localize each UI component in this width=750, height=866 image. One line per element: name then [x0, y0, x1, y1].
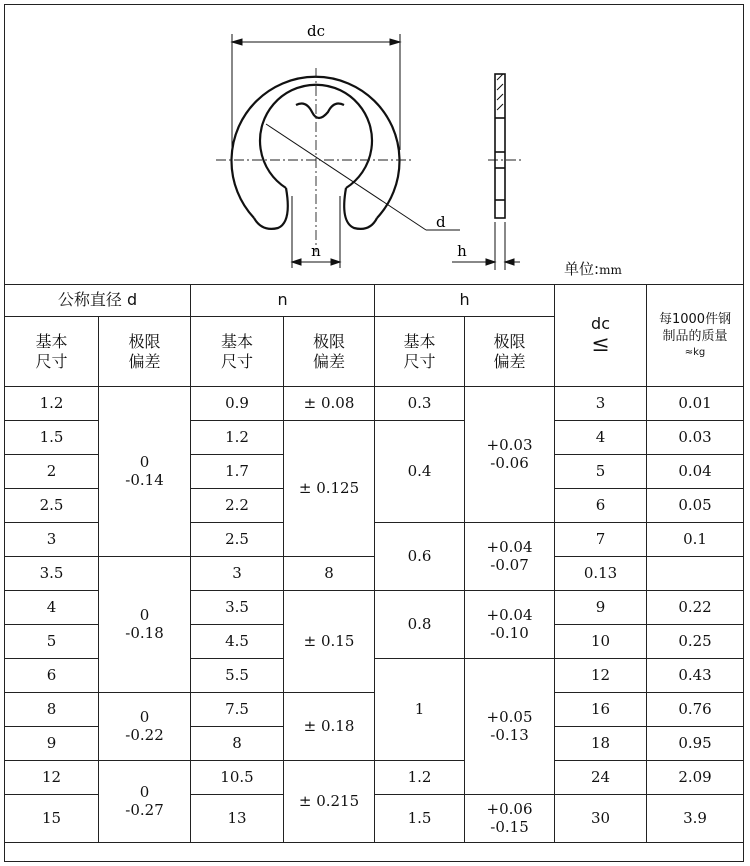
table-row	[5, 557, 744, 591]
n-tolerance-cell: ± 0.08	[284, 387, 375, 421]
h-basic-cell: 1	[375, 659, 465, 761]
h-basic-cell: 0.3	[375, 387, 465, 421]
d-basic-cell: 1.2	[5, 387, 99, 421]
n-basic-cell: 7.5	[191, 693, 284, 727]
n-tolerance-cell: ± 0.15	[284, 591, 375, 693]
dc-cell: 9	[555, 591, 647, 625]
h-basic-cell: 0.6	[375, 523, 465, 591]
d-dimension-label: d	[436, 213, 446, 231]
table-row	[5, 761, 744, 795]
mass-cell: 0.05	[647, 489, 744, 523]
mass-cell: 0.25	[647, 625, 744, 659]
d-basic-cell: 4	[5, 591, 99, 625]
mass-cell: 0.43	[647, 659, 744, 693]
table-row	[5, 693, 744, 727]
header-dc: dc ≤	[555, 285, 647, 387]
mass-cell: 0.95	[647, 727, 744, 761]
d-basic-cell: 8	[5, 693, 99, 727]
dc-cell: 6	[555, 489, 647, 523]
dc-cell: 4	[555, 421, 647, 455]
d-basic-cell: 3	[5, 523, 99, 557]
d-basic-cell: 9	[5, 727, 99, 761]
e-clip-drawing	[0, 0, 750, 290]
n-basic-cell: 1.2	[191, 421, 284, 455]
table-row	[5, 387, 744, 421]
header-nominal-diameter: 公称直径 d	[5, 285, 191, 317]
mass-cell: 0.03	[647, 421, 744, 455]
n-basic-cell: 13	[191, 795, 284, 843]
d-tolerance-cell: 0 -0.27	[99, 761, 191, 843]
header-d-tolerance: 极限 偏差	[99, 317, 191, 387]
header-mass: 每1000件钢 制品的质量 ≈kg	[647, 285, 744, 387]
n-dimension-label: n	[311, 242, 321, 260]
n-tolerance-cell: ± 0.18	[284, 693, 375, 761]
n-basic-cell: 3.5	[191, 591, 284, 625]
n-basic-cell: 4.5	[191, 625, 284, 659]
n-basic-cell: 3	[191, 557, 284, 591]
unit-label: 单位:mm	[564, 260, 622, 278]
header-n-tolerance: 极限 偏差	[284, 317, 375, 387]
h-tolerance-cell: +0.05 -0.13	[465, 659, 555, 795]
header-n-basic-size: 基本 尺寸	[191, 317, 284, 387]
mass-cell: 0.1	[647, 523, 744, 557]
d-basic-cell: 15	[5, 795, 99, 843]
mass-cell: 2.09	[647, 761, 744, 795]
mass-cell: 0.01	[647, 387, 744, 421]
n-basic-cell: 8	[191, 727, 284, 761]
d-tolerance-cell: 0 -0.14	[99, 387, 191, 557]
dc-cell: 16	[555, 693, 647, 727]
header-h: h	[375, 285, 555, 317]
h-basic-cell: 1.5	[375, 795, 465, 843]
n-basic-cell: 0.9	[191, 387, 284, 421]
header-h-basic-size: 基本 尺寸	[375, 317, 465, 387]
h-tolerance-cell: +0.03 -0.06	[465, 387, 555, 523]
h-tolerance-cell: +0.04 -0.10	[465, 591, 555, 659]
d-basic-cell: 6	[5, 659, 99, 693]
n-tolerance-cell: ± 0.215	[284, 761, 375, 843]
d-basic-cell: 1.5	[5, 421, 99, 455]
d-basic-cell: 5	[5, 625, 99, 659]
mass-cell: 0.13	[555, 557, 647, 591]
dc-cell: 10	[555, 625, 647, 659]
e-clip-spec-table	[4, 284, 744, 843]
e-clip-side-view	[495, 74, 505, 218]
dc-cell: 3	[555, 387, 647, 421]
n-basic-cell: 2.5	[191, 523, 284, 557]
h-basic-cell: 1.2	[375, 761, 465, 795]
dc-cell: 24	[555, 761, 647, 795]
e-clip-front-view	[232, 77, 400, 229]
dc-cell: 5	[555, 455, 647, 489]
dc-cell: 7	[555, 523, 647, 557]
d-basic-cell: 12	[5, 761, 99, 795]
n-tolerance-cell: ± 0.125	[284, 421, 375, 557]
h-basic-cell: 0.4	[375, 421, 465, 523]
header-d-basic-size: 基本 尺寸	[5, 317, 99, 387]
n-basic-cell: 5.5	[191, 659, 284, 693]
dc-cell: 8	[284, 557, 375, 591]
dc-dimension-label: dc	[306, 22, 326, 40]
dc-cell: 12	[555, 659, 647, 693]
dc-cell: 30	[555, 795, 647, 843]
d-tolerance-cell: 0 -0.22	[99, 693, 191, 761]
mass-cell: 3.9	[647, 795, 744, 843]
d-basic-cell: 2	[5, 455, 99, 489]
header-h-tolerance: 极限 偏差	[465, 317, 555, 387]
dc-cell: 18	[555, 727, 647, 761]
d-tolerance-cell: 0 -0.18	[99, 557, 191, 693]
h-dimension-label: h	[457, 242, 467, 260]
h-tolerance-cell: +0.06 -0.15	[465, 795, 555, 843]
n-basic-cell: 1.7	[191, 455, 284, 489]
n-basic-cell: 2.2	[191, 489, 284, 523]
d-basic-cell: 3.5	[5, 557, 99, 591]
mass-cell: 0.76	[647, 693, 744, 727]
mass-cell: 0.04	[647, 455, 744, 489]
mass-cell: 0.22	[647, 591, 744, 625]
h-basic-cell: 0.8	[375, 591, 465, 659]
h-tolerance-cell: +0.04 -0.07	[465, 523, 555, 591]
header-n: n	[191, 285, 375, 317]
n-basic-cell: 10.5	[191, 761, 284, 795]
d-basic-cell: 2.5	[5, 489, 99, 523]
